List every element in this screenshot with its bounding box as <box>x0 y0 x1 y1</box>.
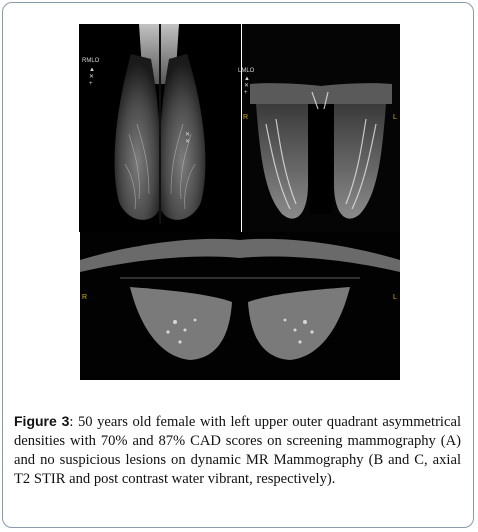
orientation-marker: ▲ ✕ + <box>244 76 250 96</box>
view-label-rmlo: RMLO <box>82 58 100 64</box>
view-label-lmlo: LMLO <box>238 68 255 74</box>
mammogram-image <box>79 24 241 232</box>
side-label-l: L <box>393 294 397 301</box>
side-label-r: R <box>82 294 88 301</box>
orientation-marker: ▲ ✕ + <box>89 67 95 87</box>
figure-caption <box>14 412 461 489</box>
caption-text: : 50 years old female with left upper outer quadrant asymmetrical densities with 70% and 87% CAD scores on screening mammography (A) and no suspicious lesions on dynamic MR Mammography (B and C, axial T2 STIR and post contrast water vibrant, respectively). <box>14 413 461 487</box>
mri-panel-b <box>238 24 400 232</box>
mammogram-panel-a <box>79 24 241 232</box>
mri-axial-image <box>80 232 400 380</box>
mri-coronal-image <box>242 24 400 232</box>
side-label-l: L <box>393 114 397 121</box>
mri-panel-c <box>80 232 400 380</box>
side-label-r: R <box>243 114 249 121</box>
cad-marker: ✕ ✕ <box>185 132 191 145</box>
figure-label: Figure 3 <box>14 412 70 429</box>
